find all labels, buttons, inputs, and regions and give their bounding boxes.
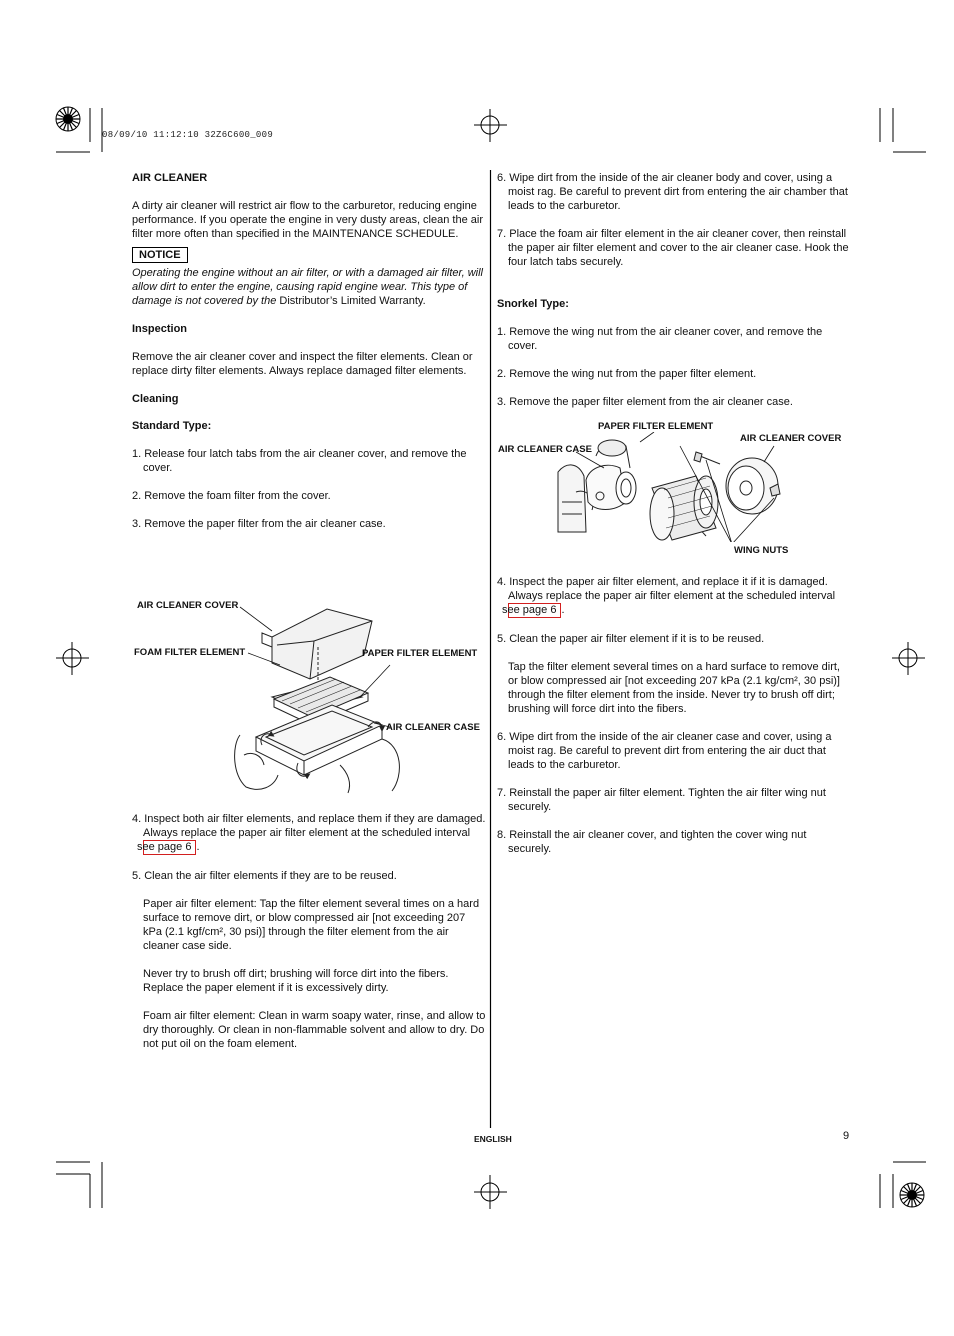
- intro-paragraph: A dirty air cleaner will restrict air flow to the carburetor, reducing engine performance. If you operate the engine in very dusty areas, clean the air filter more often than specified in the MAINTENANCE SCHEDULE.: [132, 200, 483, 240]
- inspection-heading: Inspection: [132, 323, 188, 335]
- label-paper-filter-element: PAPER FILTER ELEMENT: [362, 648, 478, 659]
- section-title-air-cleaner: AIR CLEANER: [132, 172, 208, 184]
- standard-step-6: 6. Wipe dirt from the inside of the air cleaner body and cover, using a moist rag. Be careful to prevent dirt from entering the air chamber that leads to the carburetor.: [497, 172, 848, 212]
- paper-element-paragraph: Paper air filter element: Tap the filter element several times on a hard surface to remove dirt, or blow compressed air [not exceeding 207 kPa (2.1 kgf/cm², 30 psi)] through the filter element from the air cleaner case side.: [143, 898, 480, 952]
- standard-step-3: 3. Remove the paper filter from the air cleaner case.: [132, 518, 386, 530]
- label-air-cleaner-cover: AIR CLEANER COVER: [137, 600, 239, 611]
- standard-step-5: 5. Clean the air filter elements if they are to be reused.: [132, 870, 397, 882]
- notice-label: NOTICE: [132, 247, 188, 263]
- label-snorkel-paper-filter: PAPER FILTER ELEMENT: [598, 421, 714, 432]
- snorkel-step-3: 3. Remove the paper filter element from the air cleaner case.: [497, 396, 793, 408]
- snorkel-step-6: 6. Wipe dirt from the inside of the air cleaner case and cover, using a moist rag. Be careful to prevent dirt from entering the air duct that leads to the carburetor.: [497, 731, 832, 771]
- label-foam-filter-element: FOAM FILTER ELEMENT: [134, 647, 246, 658]
- notice-paragraph: Operating the engine without an air filter, or with a damaged air filter, will allow dirt to enter the engine, causing rapid engine wear. This type of damage is not covered by the Distributor’s Limited Warranty.: [132, 267, 483, 307]
- label-air-cleaner-case: AIR CLEANER CASE: [386, 722, 480, 733]
- see-page-link-left[interactable]: see page 6: [143, 840, 196, 855]
- snorkel-tap-paragraph: Tap the filter element several times on a hard surface to remove dirt, or blow compressed air [not exceeding 207 kPa (2.1 kg/cm², 30 psi)] through the filter element from the inside. Never try to brush off dirt; brushing will force dirt into the fibers.: [508, 661, 840, 715]
- snorkel-step-2: 2. Remove the wing nut from the paper filter element.: [497, 368, 757, 380]
- right-column-continued: [497, 575, 852, 856]
- snorkel-step-7: 7. Reinstall the paper air filter element. Tighten the air filter wing nut securely.: [497, 787, 826, 813]
- snorkel-step-1: 1. Remove the wing nut from the air cleaner cover, and remove the cover.: [497, 326, 823, 352]
- label-snorkel-air-cleaner-case: AIR CLEANER CASE: [498, 444, 592, 455]
- right-column: [497, 171, 852, 409]
- left-column: [132, 171, 487, 531]
- standard-step-1: 1. Release four latch tabs from the air cleaner cover, and remove the cover.: [132, 448, 467, 474]
- standard-air-cleaner-figure: [232, 605, 482, 795]
- brush-warning-paragraph: Never try to brush off dirt; brushing will force dirt into the fibers. Replace the paper element if it is excessively dirty.: [143, 968, 449, 994]
- standard-step-7: 7. Place the foam air filter element in the air cleaner cover, then reinstall the paper air filter element and cover to the air cleaner case. Hook the four latch tabs securely.: [497, 228, 849, 268]
- foam-element-paragraph: Foam air filter element: Clean in warm soapy water, rinse, and allow to dry thoroughly. Or clean in non-flammable solvent and allow to dry. Do not put oil on the foam element.: [143, 1010, 486, 1050]
- footer-language: ENGLISH: [474, 1134, 512, 1144]
- see-page-link-right[interactable]: see page 6: [508, 603, 561, 618]
- label-snorkel-air-cleaner-cover: AIR CLEANER COVER: [740, 433, 842, 444]
- page-number: 9: [843, 1130, 850, 1142]
- cleaning-heading: Cleaning: [132, 393, 179, 405]
- snorkel-type-heading: Snorkel Type:: [497, 298, 569, 310]
- standard-step-4: 4. Inspect both air filter elements, and replace them if they are damaged. Always replace the paper air filter element at the scheduled interval see page 6 .: [132, 813, 486, 853]
- standard-type-heading: Standard Type:: [132, 420, 212, 432]
- snorkel-step-5: 5. Clean the paper air filter element if it is to be reused.: [497, 633, 765, 645]
- snorkel-step-8: 8. Reinstall the air cleaner cover, and tighten the cover wing nut securely.: [497, 829, 807, 855]
- left-column-continued: [132, 812, 487, 1051]
- label-wing-nuts: WING NUTS: [734, 545, 789, 556]
- standard-step-2: 2. Remove the foam filter from the cover.: [132, 490, 331, 502]
- snorkel-step-4: 4. Inspect the paper air filter element, and replace it if it is damaged. Always replace the paper air filter element at the scheduled interval see page 6 .: [497, 576, 836, 616]
- print-timestamp: 08/09/10 11:12:10 32Z6C600_009: [102, 130, 274, 140]
- snorkel-air-cleaner-figure: [556, 432, 796, 542]
- inspection-paragraph: Remove the air cleaner cover and inspect the filter elements. Clean or replace dirty filter elements. Always replace damaged filter elements.: [132, 351, 473, 377]
